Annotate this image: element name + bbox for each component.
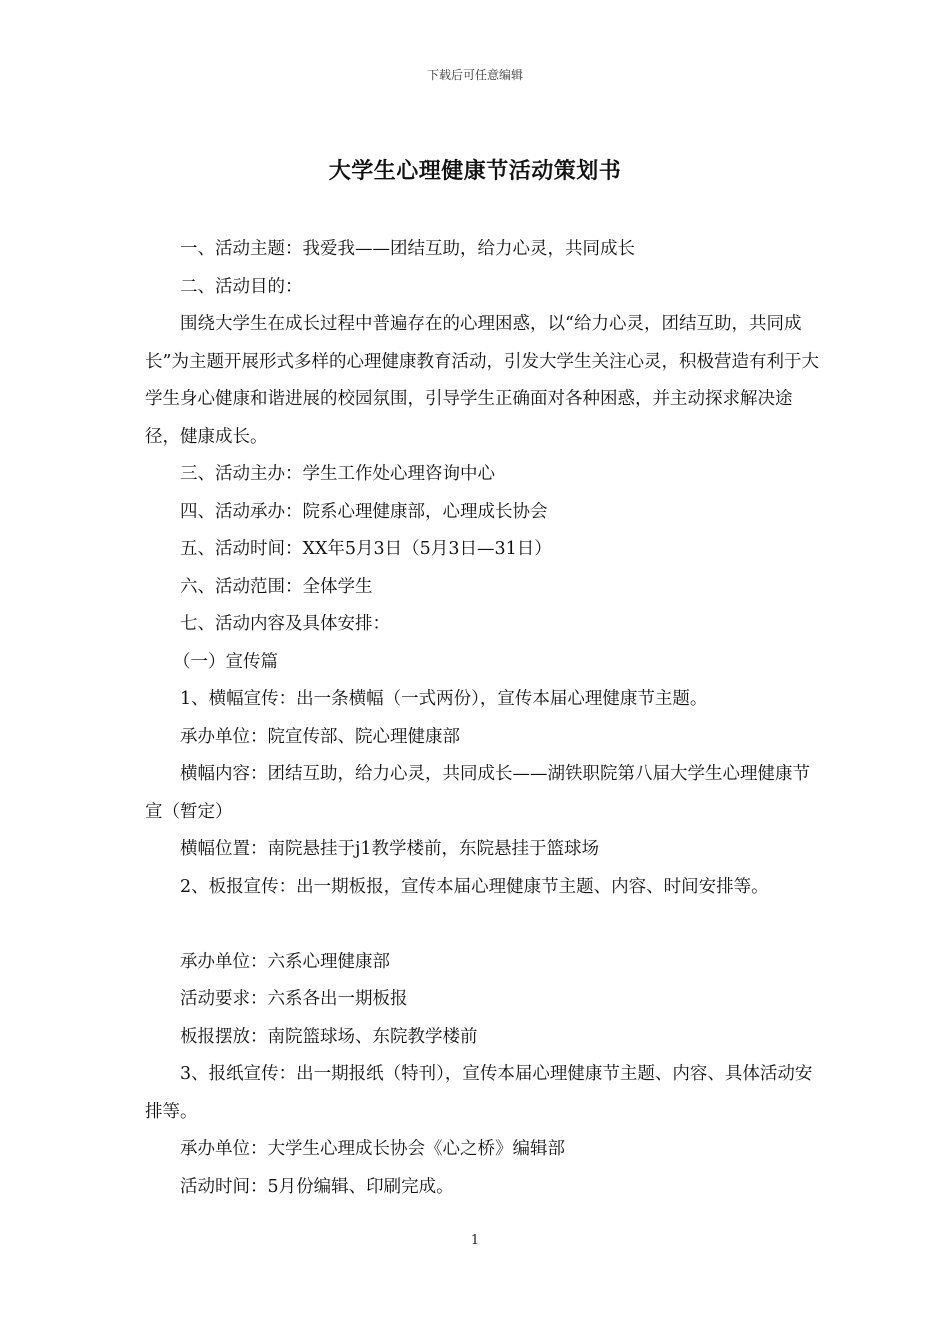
- paragraph-time: 五、活动时间：XX年5月3日（5月3日—31日）: [180, 539, 552, 559]
- paragraph-board-placement: 板报摆放：南院篮球场、东院教学楼前: [180, 1026, 478, 1047]
- paragraph-board-unit: 承办单位：六系心理健康部: [180, 951, 390, 972]
- paragraph-theme: 一、活动主题：我爱我——团结互助，给力心灵，共同成长: [180, 239, 635, 259]
- document-body: [145, 231, 825, 1206]
- paragraph-scope: 六、活动范围：全体学生: [180, 576, 373, 597]
- paragraph-board: 2、板报宣传：出一期板报，宣传本届心理健康节主题、内容、时间安排等。: [180, 876, 769, 897]
- paragraph-co-organizer: 四、活动承办：院系心理健康部，心理成长协会: [180, 501, 548, 522]
- paragraph-publicity-heading: （一）宣传篇: [173, 651, 278, 672]
- paragraph-board-requirement: 活动要求：六系各出一期板报: [180, 989, 408, 1009]
- document-title: 大学生心理健康节活动策划书: [328, 158, 622, 184]
- paragraph-banner: 1、横幅宣传：出一条横幅（一式两份），宣传本届心理健康节主题。: [180, 689, 708, 709]
- paragraph-organizer: 三、活动主办：学生工作处心理咨询中心: [180, 464, 495, 484]
- header-note: 下载后可任意编辑: [426, 68, 523, 82]
- paragraph-newspaper: 3、报纸宣传：出一期报纸（特刊），宣传本届心理健康节主题、内容、具体活动安排等。: [145, 1064, 813, 1122]
- paragraph-purpose-heading: 二、活动目的：: [180, 276, 303, 297]
- paragraph-purpose: 围绕大学生在成长过程中普遍存在的心理困惑，以“给力心灵，团结互助，共同成长”为主题开展形式多样的心理健康教育活动，引发大学生关注心灵，积极营造有利于大学生身心健康和谐进展的校园氛围，引导学生正确面对各种困惑，并主动探求解决途径，健康成长。: [145, 314, 819, 447]
- paragraph-newspaper-unit: 承办单位：大学生心理成长协会《心之桥》编辑部: [180, 1139, 565, 1159]
- paragraph-banner-unit: 承办单位：院宣传部、院心理健康部: [180, 726, 460, 747]
- paragraph-banner-content: 横幅内容：团结互助，给力心灵，共同成长——湖铁职院第八届大学生心理健康节宣（暂定）: [145, 764, 810, 822]
- paragraph-newspaper-time: 活动时间：5月份编辑、印刷完成。: [180, 1176, 454, 1197]
- paragraph-banner-location: 横幅位置：南院悬挂于j1教学楼前，东院悬挂于篮球场: [180, 839, 600, 859]
- paragraph-content-heading: 七、活动内容及具体安排：: [180, 614, 390, 634]
- blank-line: [145, 906, 825, 944]
- page-number: 1: [470, 1233, 480, 1248]
